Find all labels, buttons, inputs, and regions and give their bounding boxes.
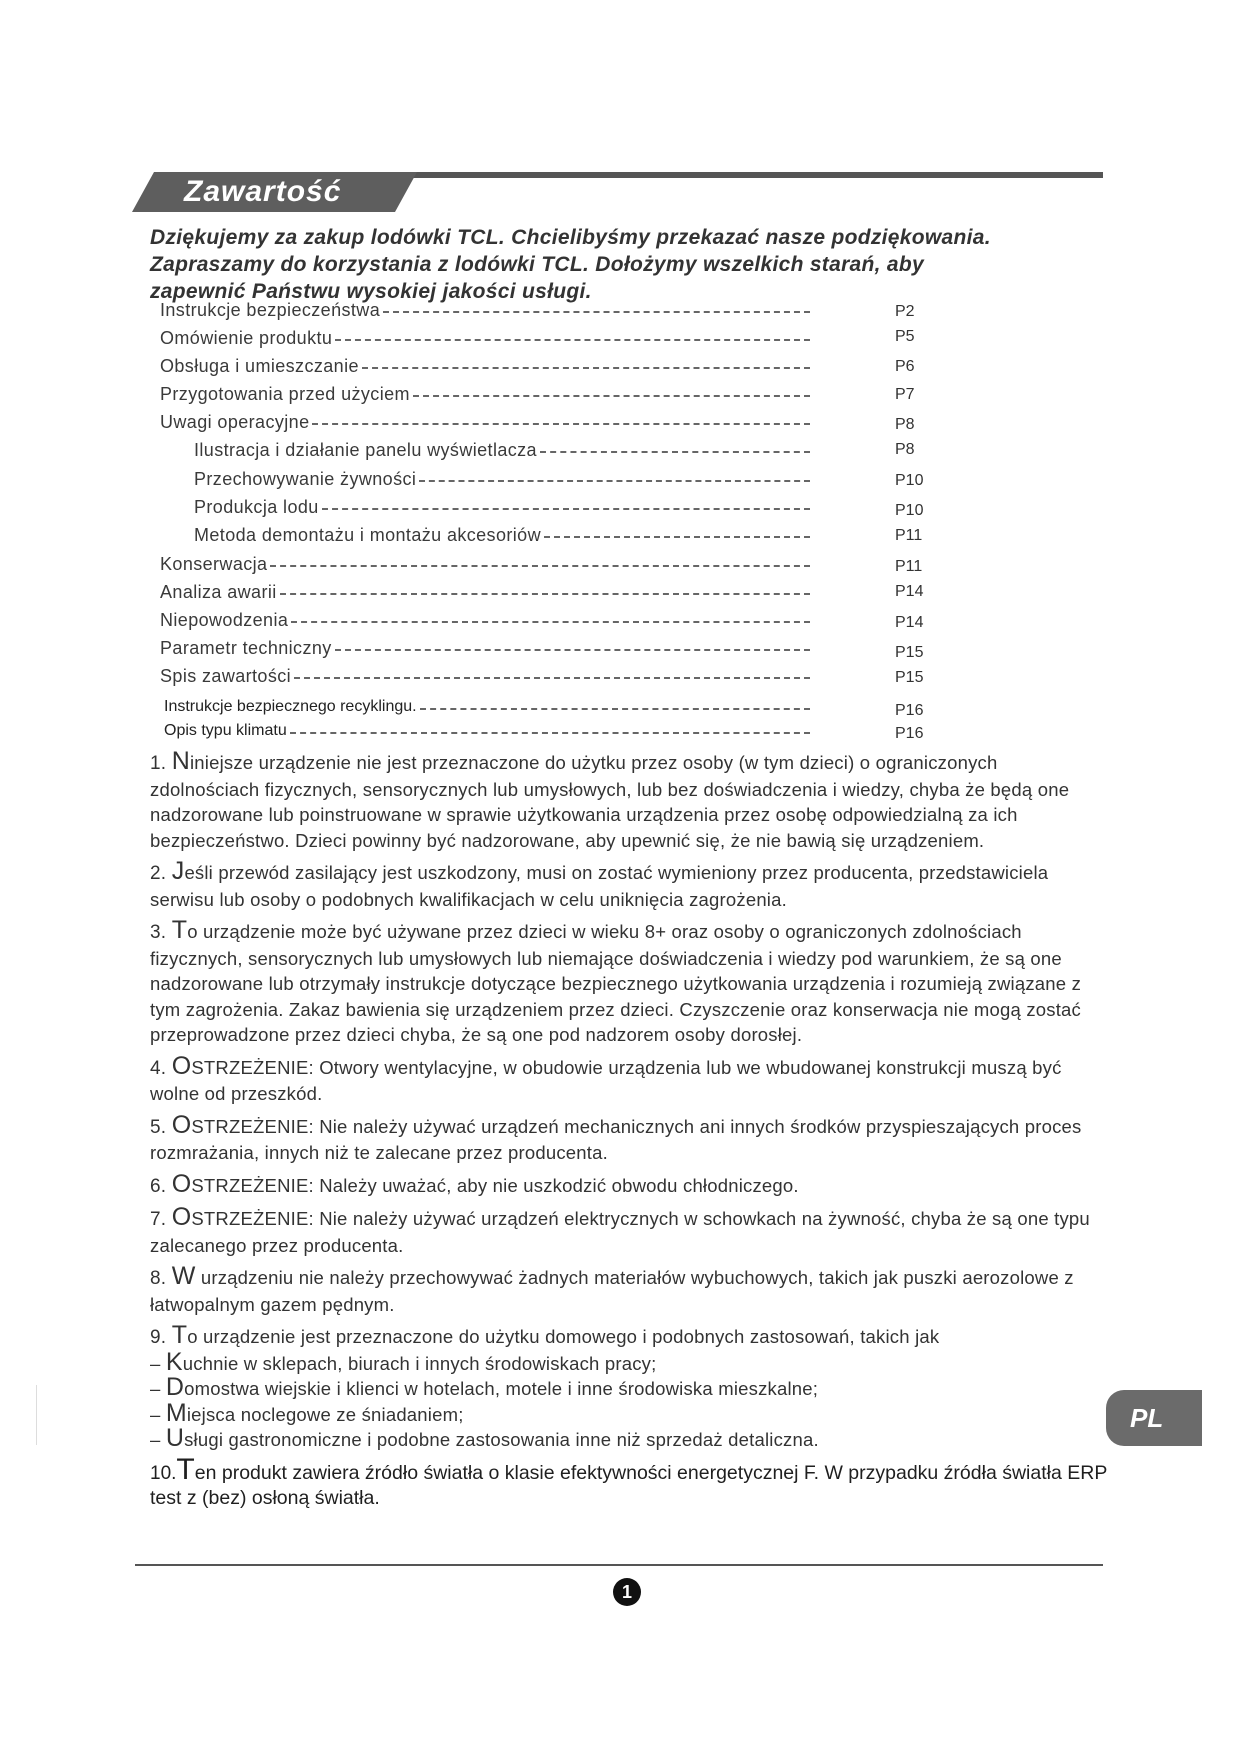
safety-subitem: – Domostwa wiejskie i klienci w hotelach, motele i inne środowiska mieszkalne; [150, 1373, 819, 1401]
toc-entry [194, 466, 810, 492]
toc-label: Spis zawartości [160, 665, 292, 686]
safety-item: 3. To urządzenie może być używane przez dzieci w wieku 8+ oraz osoby o ograniczonych zdolnościach fizycznych, sensorycznych lub umysłowych lub niemające doświadczenia i wiedzy pod warunkiem, że są one nadzorowane lub otrzymały instrukcje dotyczące bezpiecznego użytkowania urządzenia i rozumieją związane z tym zagrożenia. Zakaz bawienia się urządzeniem przez dzieci. Czyszczenie oraz konserwacja nie mogą zostać przeprowadzone przez dzieci chyba, że są one pod nadzorem osoby dorosłej. [150, 916, 1082, 1045]
toc-label: Uwagi operacyjne [160, 411, 310, 432]
safety-item: 6. OSTRZEŻENIE: Należy uważać, aby nie uszkodzić obwodu chłodniczego. [150, 1169, 799, 1198]
toc-page-number: P6 [895, 358, 915, 375]
safety-item: 2. Jeśli przewód zasilający jest uszkodzony, musi on zostać wymieniony przez producenta, przedstawiciela serwisu lub osoby o podobnych kwalifikacjach w celu uniknięcia zagrożenia. [150, 857, 1049, 910]
toc-entry [160, 297, 810, 323]
page-title: Zawartość [184, 175, 342, 208]
toc-entry [194, 437, 810, 463]
language-label: PL [1130, 1403, 1164, 1433]
safety-item: 1. Niniejsze urządzenie nie jest przeznaczone do użytku przez osoby (w tym dzieci) o ograniczonych zdolnościach fizycznych, sensorycznych lub umysłowych, lub bez doświadczenia i wiedzy, chyba że będą one nadzorowane lub poinstruowane w sprawie użytkowania urządzenia przez osobę odpowiedzialną za ich bezpieczeństwo. Dzieci powinny być nadzorowane, aby upewnić się, że nie bawią się urządzeniem. [150, 747, 1070, 851]
toc-leader [335, 339, 810, 341]
safety-item: 8. W urządzeniu nie należy przechowywać żadnych materiałów wybuchowych, takich jak puszki aerozolowe z łatwopalnym gazem pędnym. [150, 1262, 1074, 1315]
toc-leader [383, 311, 810, 313]
toc-page-number: P11 [895, 527, 923, 544]
toc-leader [270, 565, 810, 567]
toc-leader [322, 508, 810, 510]
intro-line: Dziękujemy za zakup lodówki TCL. Chcielibyśmy przekazać nasze podziękowania. [150, 226, 991, 249]
toc-label: Omówienie produktu [160, 327, 333, 348]
toc-entry [160, 663, 810, 689]
margin-mark [36, 1385, 37, 1445]
toc-leader [291, 621, 810, 623]
safety-item: 7. OSTRZEŻENIE: Nie należy używać urządzeń elektrycznych w schowkach na żywność, chyba że są one typu zalecanego przez producenta. [150, 1203, 1090, 1256]
toc-page-number: P16 [895, 725, 924, 742]
toc-label: Przechowywanie żywności [194, 468, 417, 489]
toc-page-number: P15 [895, 644, 924, 661]
toc-page-number: P16 [895, 702, 924, 719]
toc-page-number: P14 [895, 583, 924, 600]
toc-entry [194, 522, 810, 548]
toc-entry [160, 381, 810, 407]
toc-entry [160, 353, 810, 379]
toc-label: Obsługa i umieszczanie [160, 355, 359, 376]
toc-entry [164, 718, 810, 744]
toc-leader [294, 677, 810, 679]
toc-label: Przygotowania przed użyciem [160, 383, 410, 404]
toc-entry [160, 635, 810, 661]
page-number-badge: 1 [613, 1578, 641, 1606]
toc-label: Instrukcje bezpieczeństwa [160, 299, 381, 320]
toc-page-number: P2 [895, 303, 915, 320]
toc-label: Produkcja lodu [194, 496, 319, 517]
toc-label: Ilustracja i działanie panelu wyświetlacza [194, 439, 537, 460]
toc-page-number: P15 [895, 669, 924, 686]
safety-item: 10.Ten produkt zawiera źródło światła o klasie efektywności energetycznej F. W przypadku źródła światła ERP test z (bez) osłoną światła. [150, 1452, 1107, 1509]
safety-subitem: – Usługi gastronomiczne i podobne zastosowania inne niż sprzedaż detaliczna. [150, 1424, 819, 1452]
toc-label: Metoda demontażu i montażu akcesoriów [194, 524, 541, 545]
toc-entry [160, 551, 810, 577]
toc-leader [362, 367, 810, 369]
intro-paragraph [150, 224, 1110, 305]
toc-label: Konserwacja [160, 553, 268, 574]
toc-entry [160, 579, 810, 605]
toc-page-number: P5 [895, 328, 915, 345]
toc-entry [194, 494, 810, 520]
intro-line: Zapraszamy do korzystania z lodówki TCL. Dołożymy wszelkich starań, aby [150, 253, 925, 276]
toc-leader [280, 593, 810, 595]
toc-entry [160, 325, 810, 351]
toc-leader [419, 480, 810, 482]
toc-leader [335, 649, 810, 651]
toc-leader [312, 423, 810, 425]
safety-item: 9. To urządzenie jest przeznaczone do użytku domowego i podobnych zastosowań, takich jak – Kuchnie w sklepach, biurach i innych środowiskach pracy; – Domostwa wiejskie i klienci w hotelach, motele i inne środowiska mieszkalne; – Miejsca noclegowe ze śniadaniem; – Usługi gastronomiczne i podobne zastosowania inne niż sprzedaż detaliczna. [150, 1324, 1110, 1453]
toc-leader [544, 536, 810, 538]
toc-page-number: P10 [895, 502, 924, 519]
toc-leader [420, 708, 810, 710]
toc-entry [164, 694, 810, 720]
toc-entry [160, 409, 810, 435]
safety-item: 5. OSTRZEŻENIE: Nie należy używać urządzeń mechanicznych ani innych środków przyspieszających proces rozmrażania, innych niż te zalecane przez producenta. [150, 1110, 1082, 1163]
intro-line: zapewnić Państwu wysokiej jakości usługi. [150, 280, 592, 303]
toc-label: Instrukcje bezpiecznego recyklingu. [164, 698, 417, 715]
safety-item: 4. OSTRZEŻENIE: Otwory wentylacyjne, w obudowie urządzenia lub we wbudowanej konstrukcji muszą być wolne od przeszkód. [150, 1051, 1062, 1104]
toc-page-number: P8 [895, 416, 915, 433]
toc-leader [290, 732, 810, 734]
toc-entry [160, 607, 810, 633]
safety-subitem: – Kuchnie w sklepach, biurach i innych środowiskach pracy; [150, 1347, 657, 1376]
header-rule [390, 172, 1103, 178]
footer-rule [135, 1564, 1103, 1566]
toc-page-number: P10 [895, 472, 924, 489]
toc-page-number: P8 [895, 441, 915, 458]
toc-label: Analiza awarii [160, 581, 277, 602]
toc-label: Niepowodzenia [160, 609, 289, 630]
toc-label: Parametr techniczny [160, 637, 332, 658]
toc-leader [540, 451, 810, 453]
toc-page-number: P11 [895, 558, 923, 575]
safety-items [150, 747, 1110, 1519]
toc-leader [413, 395, 810, 397]
toc-label: Opis typu klimatu [164, 722, 287, 739]
toc-page-number: P14 [895, 614, 924, 631]
toc-page-number: P7 [895, 386, 915, 403]
safety-subitem: – Miejsca noclegowe ze śniadaniem; [150, 1398, 464, 1427]
